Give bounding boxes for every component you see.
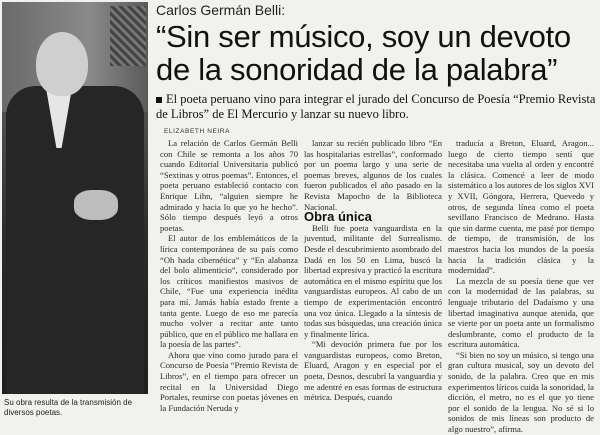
deck-text: El poeta peruano vino para integrar el jurado del Concurso de Poesía “Premio Revista de Libros” de El Mercurio y lanzar su nuevo libro. bbox=[156, 92, 596, 121]
article-column-2 bbox=[304, 138, 442, 403]
photo-wall-frame bbox=[110, 6, 146, 66]
article-kicker: Carlos Germán Belli: bbox=[156, 2, 286, 18]
bullet-icon bbox=[156, 97, 162, 103]
paragraph: “Mi devoción primera fue por los vanguardistas europeos, como Breton, Eluard, Aragon y en especial por el poeta, Desnos, descubrí la vanguardia y me adentré en esas formas de estructura métrica. Después, cuando bbox=[304, 339, 442, 403]
photo-figure-head bbox=[36, 32, 88, 96]
paragraph: El autor de los emblemáticos de la lírica contemporánea de su país como “Oh hada cibernética” y “En alabanza del bolo alimenticio”, considerado por los críticos manifiestos masivos de Chile, “Fue una experiencia inédita para mí. Jamás había estado frente a tanta gente. Luego de eso me parecía mucho volver a recitar ante tanto público, que en el público me hallara en la poesía de las partes”. bbox=[160, 233, 298, 350]
article-headline: “Sin ser músico, soy un devoto de la sonoridad de la palabra” bbox=[156, 19, 571, 87]
paragraph: La relación de Carlos Germán Belli con Chile se remonta a los años 70 cuando Editorial Universitaria publicó “Sextinas y otros poemas”. Entonces, el poeta peruano estableció contacto con Enrique Lihn, “alguien siempre he admirado y hacia lo que yo he hecho”. Sólo tiempo después leyó a otros poetas. bbox=[160, 138, 298, 233]
photo-figure-body bbox=[6, 86, 144, 394]
photo-figure-hand bbox=[74, 190, 118, 220]
section-subhead: Obra única bbox=[304, 209, 372, 225]
article-deck bbox=[156, 92, 596, 122]
paragraph: Belli fue poeta vanguardista en la juventud, militante del Surrealismo. Desde el descubrimiento asombrado del Dadá en los 50 en Lima, buscó la libertad expresiva y practicó la escritura automática en el mismo espíritu que los vanguardistas europeos. Al cabo de un tiempo de experimentación encontró una voz única. Llegado a la síntesis de todas sus búsquedas, una creación única y finalmente lírica. bbox=[304, 222, 442, 339]
article-column-3 bbox=[448, 138, 594, 435]
article-byline: ELIZABETH NEIRA bbox=[164, 128, 231, 135]
paragraph: lanzar su recién publicado libro “En las hospitalarias estrellas”, conformado por un poema largo y una serie de poemas breves, algunos de los cuales fueron publicados el año pasado en la Revista Mapocho de la Biblioteca Nacional. bbox=[304, 138, 442, 212]
paragraph: La mezcla de su poesía tiene que ver con la modernidad de las palabras, su lenguaje tributario del Dadaísmo y una libertad imaginativa aunque atenida, que se vierte por un poeta ante un formalismo deslumbrante, como el producto de la escritura automática. bbox=[448, 275, 594, 350]
paragraph: “Si bien no soy un músico, si tengo una gran cultura musical, soy un devoto del sonido, de la palabra. Creo que en mis experimentos líricos cuida la sonoridad, la dicción, el metro, no es el que yo tiene por el sonido de la lengua. No sé si lo sonidos de mis líneas son producto de algo nuestro”, afirma. bbox=[448, 349, 594, 435]
author-photo bbox=[2, 2, 148, 394]
paragraph: traducía a Breton, Eluard, Aragon... luego de cierto tiempo sentí que necesitaba una vuelta al orden y encontré la clásica. Comencé a leer de modo sistemático a los autores de los siglos XVI y XVII, Góngora, Herrera, Quevedo y otros, de segunda línea como el poeta sevillano Francisco de Medrano. Hasta que sin darme cuenta, me pasé por tiempo de tiempo, de transmisión, de los maestros hacia los mundos de la poesía hacia la tradición clásica y la modernidad”. bbox=[448, 138, 594, 276]
paragraph: Ahora que vino como jurado para el Concurso de Poesía “Premio Revista de Libros”, en el tiempo para ofrecer un recital en la Universidad Diego Portales, reunirse con poetas jóvenes en la Fundación Neruda y bbox=[160, 349, 298, 413]
photo-caption: Su obra resulta de la transmisión de diversos poetas. bbox=[4, 398, 133, 417]
article-column-1 bbox=[160, 138, 298, 413]
